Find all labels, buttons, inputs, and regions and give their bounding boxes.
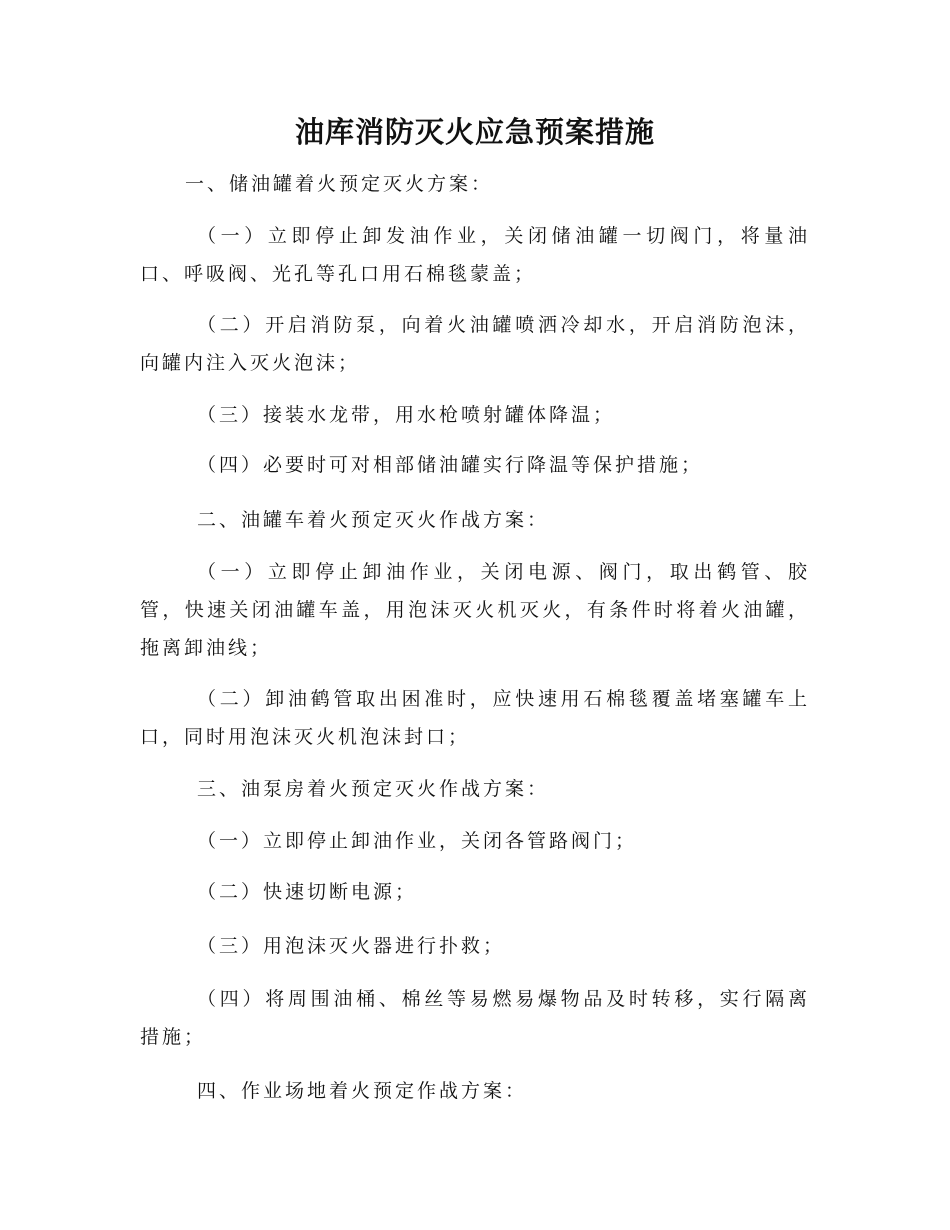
section-heading-4: 四、作业场地着火预定作战方案：: [197, 1080, 528, 1102]
paragraph-2-1: （一）立即停止卸油作业，关闭电源、阀门，取出鹤管、胶管，快速关闭油罐车盖，用泡沫灭火机灭火，有条件时将着火油罐，拖离卸油线；: [140, 561, 810, 659]
section-heading-1: 一、储油罐着火预定灭火方案：: [185, 173, 494, 195]
paragraph-1-4: （四）必要时可对相部储油罐实行降温等保护措施；: [197, 454, 704, 476]
document-title: 油库消防灭火应急预案措施: [294, 115, 655, 149]
paragraph-1-3: （三）接装水龙带，用水枪喷射罐体降温；: [197, 404, 616, 426]
paragraph-1-1: （一）立即停止卸发油作业，关闭储油罐一切阀门，将量油口、呼吸阀、光孔等孔口用石棉毯蒙盖；: [140, 225, 810, 285]
paragraph-1-2: （二）开启消防泵，向着火油罐喷洒冷却水，开启消防泡沫，向罐内注入灭火泡沫；: [140, 314, 810, 374]
paragraph-2-2: （二）卸油鹤管取出困准时，应快速用石棉毯覆盖堵塞罐车上口，同时用泡沫灭火机泡沫封口；: [140, 688, 810, 748]
section-heading-3: 三、油泵房着火预定灭火作战方案：: [197, 778, 550, 800]
paragraph-3-1: （一）立即停止卸油作业，关闭各管路阀门；: [197, 830, 638, 852]
paragraph-3-2: （二）快速切断电源；: [197, 881, 418, 903]
section-heading-2: 二、油罐车着火预定灭火作战方案：: [197, 509, 550, 531]
paragraph-3-3: （三）用泡沫灭火器进行扑救；: [197, 935, 506, 957]
paragraph-3-4: （四）将周围油桶、棉丝等易燃易爆物品及时转移，实行隔离措施；: [140, 988, 810, 1048]
